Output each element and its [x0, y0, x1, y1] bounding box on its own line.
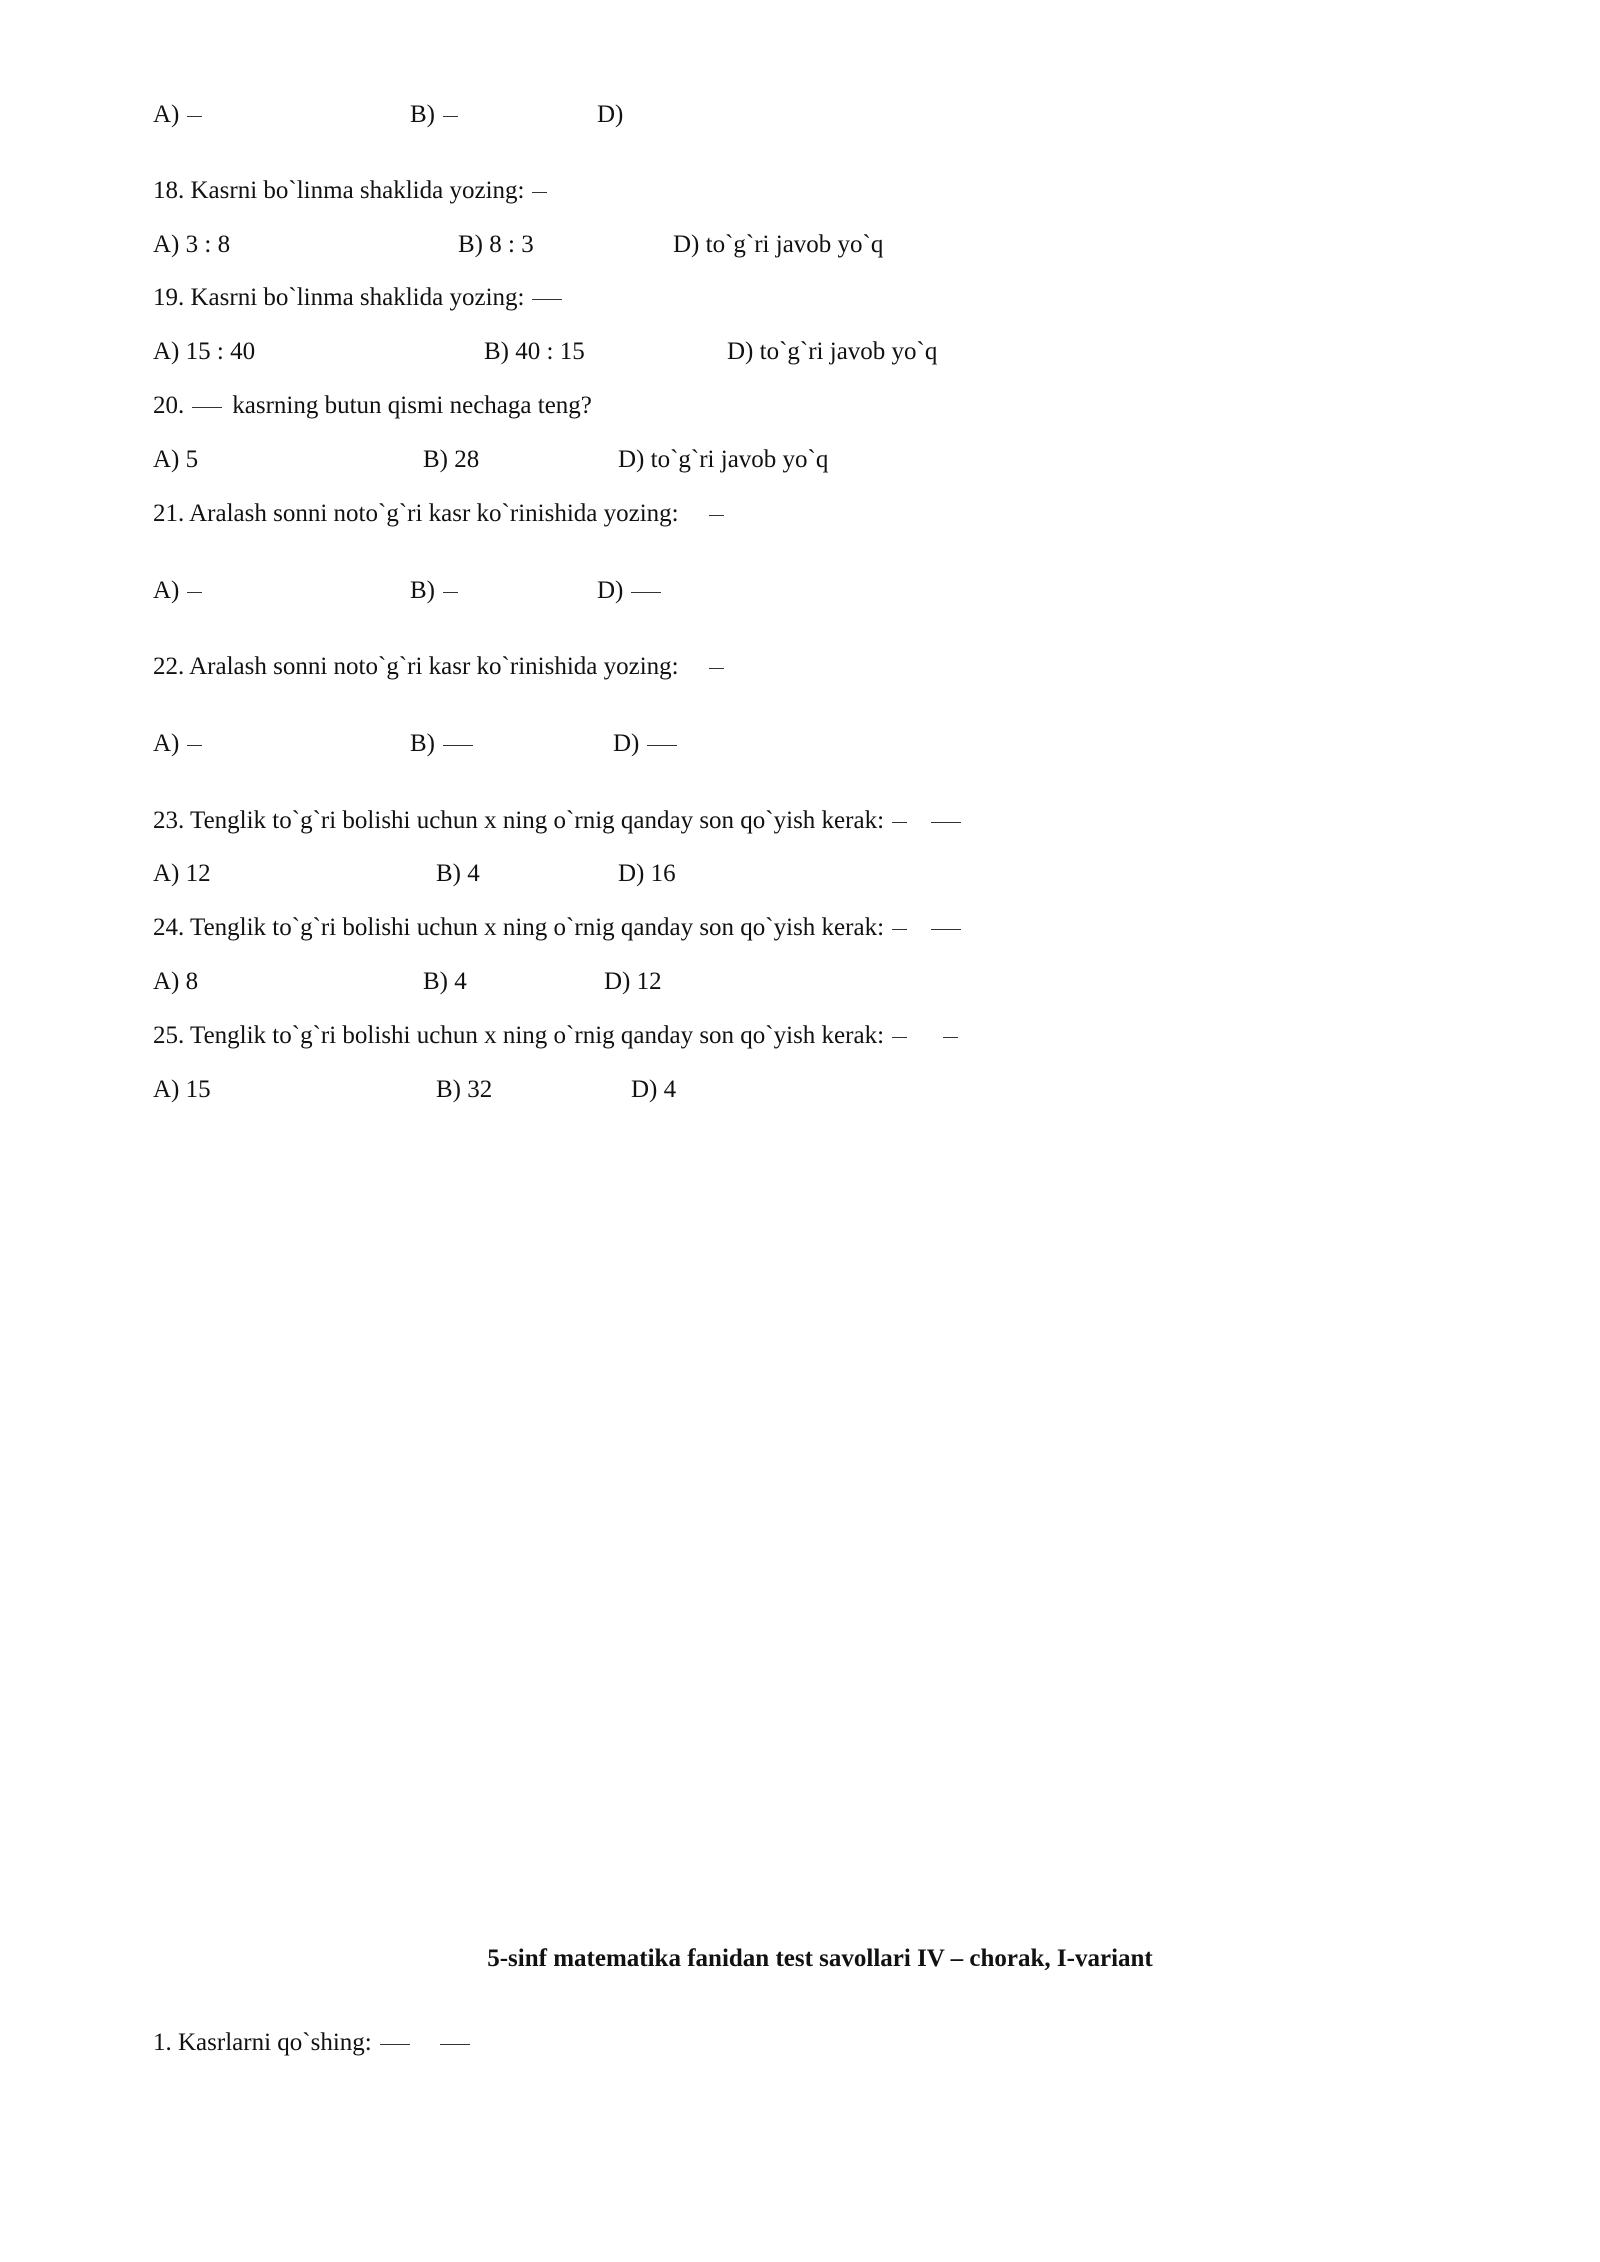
fraction-mark — [892, 1037, 907, 1038]
q22-option-d[interactable]: D) — [613, 728, 677, 760]
q20-option-d[interactable]: D) to`g`ri javob yo`q — [618, 446, 829, 473]
q21-text: 21. Aralash sonni noto`g`ri kasr ko`rinishida yozing: — [153, 500, 679, 527]
q17-option-a[interactable]: A) — [153, 99, 202, 131]
fraction-mark — [380, 2044, 410, 2045]
q22-option-b[interactable]: B) — [410, 728, 473, 760]
q20-text: kasrning butun qismi nechaga teng? — [232, 392, 592, 419]
q25-option-b[interactable]: B) 32 — [436, 1076, 493, 1103]
q19-option-d[interactable]: D) to`g`ri javob yo`q — [727, 338, 938, 365]
q19-text: 19. Kasrni bo`linma shaklida yozing: — [153, 284, 525, 311]
q18-option-d[interactable]: D) to`g`ri javob yo`q — [673, 231, 884, 258]
q19-option-a[interactable]: A) 15 : 40 — [153, 338, 256, 365]
q25-option-d[interactable]: D) 4 — [631, 1076, 677, 1103]
q24-question — [153, 912, 961, 944]
fraction-mark — [892, 822, 907, 823]
q18-option-a[interactable]: A) 3 : 8 — [153, 231, 231, 258]
section-title: 5-sinf matematika fanidan test savollari IV – chorak, I-variant — [487, 1945, 1153, 1972]
q25-option-a[interactable]: A) 15 — [153, 1076, 211, 1103]
fraction-mark — [931, 929, 961, 930]
q1-text: 1. Kasrlarni qo`shing: — [153, 2029, 372, 2056]
q22-question — [153, 651, 724, 683]
q24-option-b[interactable]: B) 4 — [423, 968, 467, 995]
q22-option-a[interactable]: A) — [153, 728, 202, 760]
q21-option-b[interactable]: B) — [410, 575, 458, 607]
fraction-mark — [709, 515, 724, 516]
q19-question — [153, 282, 562, 314]
q17-option-d[interactable]: D) — [597, 101, 624, 128]
q23-option-d[interactable]: D) 16 — [618, 860, 676, 887]
fraction-mark — [532, 299, 562, 300]
fraction-mark — [440, 2044, 470, 2045]
q17-option-b[interactable]: B) — [410, 99, 458, 131]
q21-option-a[interactable]: A) — [153, 575, 202, 607]
q20-option-b[interactable]: B) 28 — [423, 446, 480, 473]
q18-question — [153, 175, 547, 207]
fraction-mark — [931, 822, 961, 823]
q23-text: 23. Tenglik to`g`ri bolishi uchun x ning o`rnig qanday son qo`yish kerak: — [153, 807, 885, 834]
q22-text: 22. Aralash sonni noto`g`ri kasr ko`rinishida yozing: — [153, 653, 679, 680]
q24-text: 24. Tenglik to`g`ri bolishi uchun x ning o`rnig qanday son qo`yish kerak: — [153, 914, 885, 941]
q18-option-b[interactable]: B) 8 : 3 — [458, 231, 534, 258]
q19-option-b[interactable]: B) 40 : 15 — [484, 338, 585, 365]
fraction-mark — [192, 407, 222, 408]
q18-text: 18. Kasrni bo`linma shaklida yozing: — [153, 177, 525, 204]
q23-question — [153, 805, 961, 837]
q24-option-a[interactable]: A) 8 — [153, 968, 199, 995]
q24-option-d[interactable]: D) 12 — [604, 968, 662, 995]
q21-question — [153, 498, 724, 530]
fraction-mark — [709, 668, 724, 669]
fraction-mark — [892, 929, 907, 930]
q20-option-a[interactable]: A) 5 — [153, 446, 199, 473]
q20-question — [153, 390, 592, 422]
q1-question — [153, 2027, 470, 2059]
fraction-mark — [943, 1037, 958, 1038]
q21-option-d[interactable]: D) — [597, 575, 661, 607]
fraction-mark — [532, 192, 547, 193]
q20-number: 20. — [153, 392, 185, 419]
q25-text: 25. Tenglik to`g`ri bolishi uchun x ning o`rnig qanday son qo`yish kerak: — [153, 1022, 885, 1049]
q23-option-a[interactable]: A) 12 — [153, 860, 211, 887]
q25-question — [153, 1020, 958, 1052]
q23-option-b[interactable]: B) 4 — [436, 860, 480, 887]
